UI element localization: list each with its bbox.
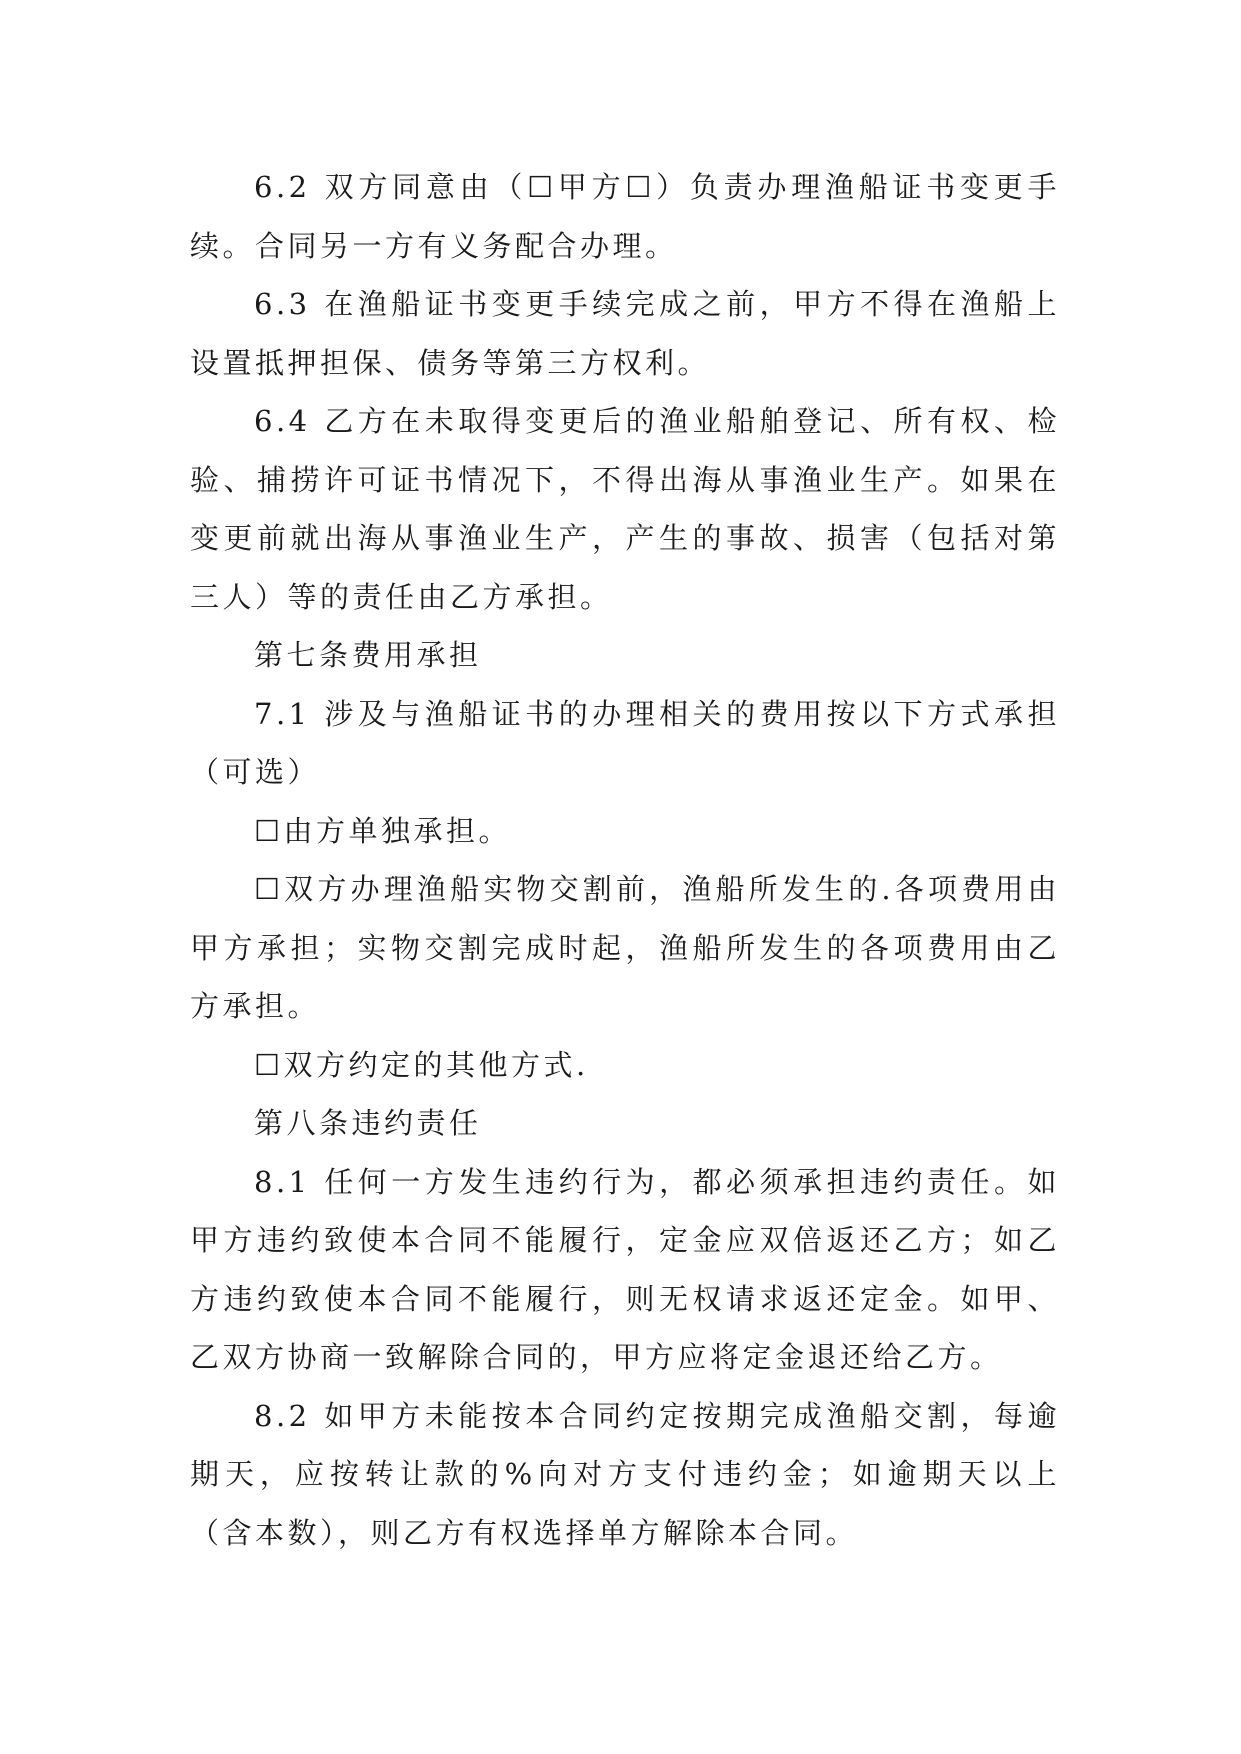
clause-7-1: 7.1 涉及与渔船证书的办理相关的费用按以下方式承担（可选） bbox=[190, 696, 1060, 789]
document-page bbox=[190, 158, 1060, 1562]
option-split-costs: ☐双方办理渔船实物交割前，渔船所发生的.各项费用由甲方承担；实物交割完成时起，渔船所发生的各项费用由乙方承担。 bbox=[190, 872, 1060, 1023]
article-8-heading: 第八条违约责任 bbox=[254, 1106, 482, 1140]
option-single-party: ☐由方单独承担。 bbox=[254, 813, 511, 848]
clause-8-1: 8.1 任何一方发生违约行为，都必须承担违约责任。如甲方违约致使本合同不能履行，定金应双倍返还乙方；如乙方违约致使本合同不能履行，则无权请求返还定金。如甲、乙双方协商一致解除合同的，甲方应将定金退还给乙方。 bbox=[190, 1164, 1060, 1374]
clause-6-4: 6.4 乙方在未取得变更后的渔业船舶登记、所有权、检验、捕捞许可证书情况下，不得出海从事渔业生产。如果在变更前就出海从事渔业生产，产生的事故、损害（包括对第三人）等的责任由乙方承担。 bbox=[190, 404, 1060, 614]
clause-6-2: 6.2 双方同意由（☐甲方☐）负责办理渔船证书变更手续。合同另一方有义务配合办理。 bbox=[190, 170, 1060, 263]
article-7-heading: 第七条费用承担 bbox=[254, 638, 482, 672]
option-other: ☐双方约定的其他方式. bbox=[254, 1047, 589, 1082]
clause-8-2: 8.2 如甲方未能按本合同约定按期完成渔船交割，每逾期天，应按转让款的%向对方支付违约金；如逾期天以上（含本数），则乙方有权选择单方解除本合同。 bbox=[190, 1398, 1060, 1550]
clause-6-3: 6.3 在渔船证书变更手续完成之前，甲方不得在渔船上设置抵押担保、债务等第三方权利。 bbox=[190, 287, 1060, 380]
